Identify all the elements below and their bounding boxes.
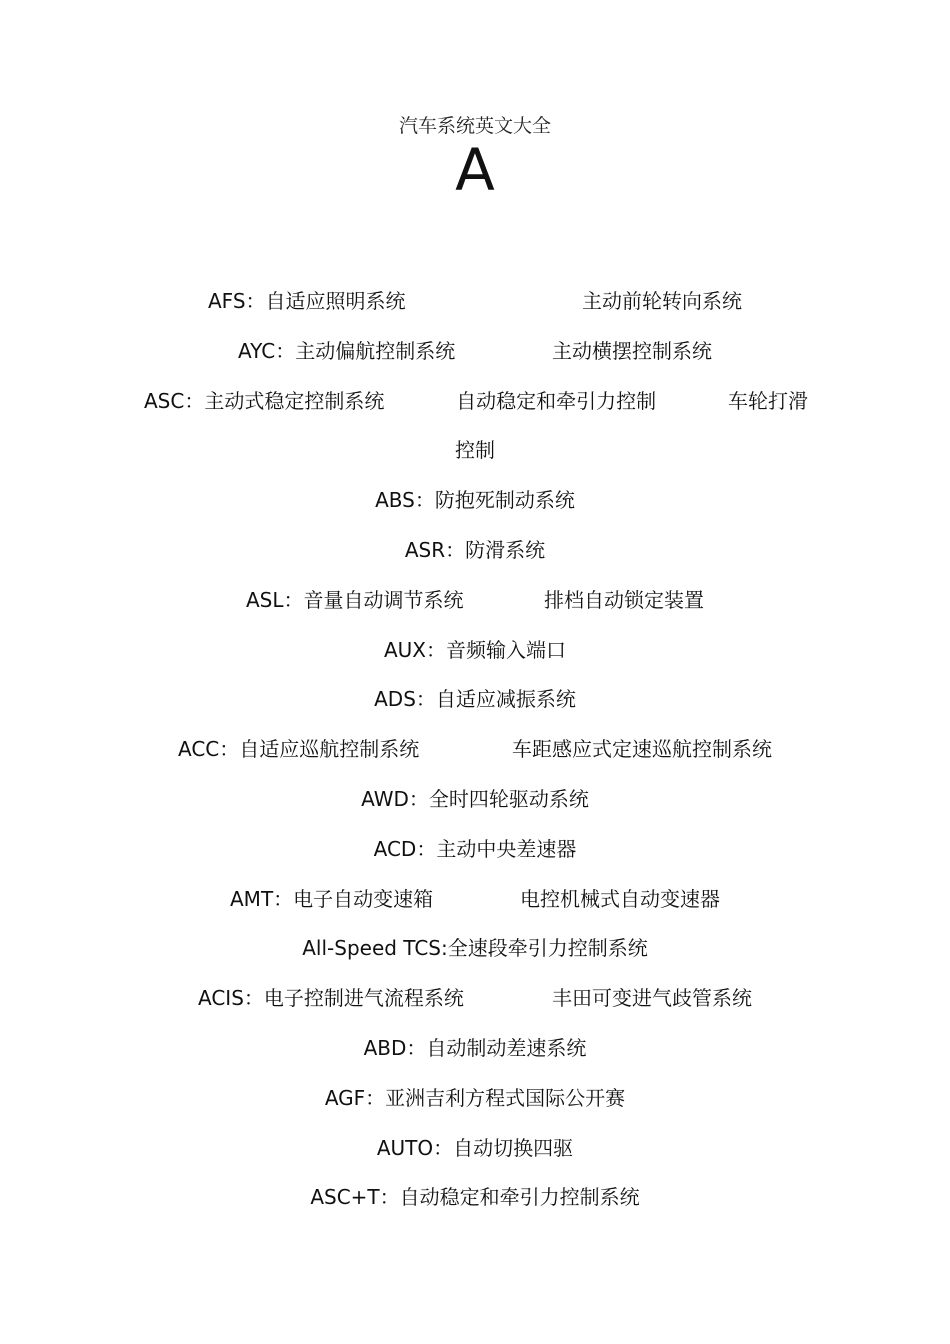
entry-alt-meaning: 车轮打滑 [728, 388, 808, 413]
entry-term: ACD：主动中央差速器 [373, 836, 577, 861]
entry-term: AYC：主动偏航控制系统 [238, 338, 456, 363]
glossary-entry-ayc [140, 327, 810, 377]
document-title: 汽车系统英文大全 [398, 115, 551, 137]
entry-alt-meaning: 丰田可变进气歧管系统 [552, 986, 752, 1011]
glossary-entry-all-speed-tcs [140, 924, 810, 974]
glossary-entry-awd [140, 775, 810, 825]
glossary-entry-agf [140, 1074, 810, 1124]
glossary-entry-asl [140, 576, 810, 626]
entry-term: ACIS：电子控制进气流程系统 [198, 986, 464, 1011]
glossary-entry-afs [140, 277, 810, 327]
entry-term: AUTO：自动切换四驱 [376, 1135, 574, 1160]
entry-alt-meaning: 车距感应式定速巡航控制系统 [512, 737, 772, 762]
glossary-entry-acis [140, 974, 810, 1024]
entry-term: ASL：音量自动调节系统 [246, 587, 464, 612]
entry-term: ASC：主动式稳定控制系统 [144, 388, 385, 413]
glossary-list [140, 277, 810, 1223]
glossary-entry-asc [140, 377, 810, 427]
entry-term: ABD：自动制动差速系统 [363, 1035, 587, 1060]
entry-term: ACC：自适应巡航控制系统 [178, 737, 420, 762]
entry-alt-meaning: 自动稳定和牵引力控制 [456, 388, 657, 413]
glossary-entry-amt [140, 875, 810, 925]
section-letter-heading: A [455, 136, 495, 204]
glossary-entry-abs [140, 476, 810, 526]
glossary-entry-auto [140, 1124, 810, 1174]
glossary-entry-ads [140, 675, 810, 725]
glossary-entry-asr [140, 526, 810, 576]
glossary-entry-asc-t [140, 1173, 810, 1223]
glossary-entry-acd [140, 825, 810, 875]
entry-term: AMT：电子自动变速箱 [230, 886, 434, 911]
entry-term: ASC+T：自动稳定和牵引力控制系统 [310, 1185, 640, 1210]
entry-alt-meaning: 主动前轮转向系统 [582, 289, 742, 313]
entry-continuation: 控制 [455, 438, 495, 463]
entry-term: All-Speed TCS:全速段牵引力控制系统 [302, 936, 648, 961]
glossary-entry-aux [140, 626, 810, 676]
entry-term: AUX：音频输入端口 [383, 637, 567, 662]
entry-term: ADS：自适应减振系统 [374, 687, 576, 712]
glossary-entry-acc [140, 725, 810, 775]
entry-term: ASR：防滑系统 [404, 537, 546, 562]
glossary-entry-abd [140, 1024, 810, 1074]
entry-term: ABS：防抱死制动系统 [375, 488, 575, 513]
entry-term: AWD：全时四轮驱动系统 [361, 786, 589, 811]
entry-term: AFS：自适应照明系统 [208, 289, 406, 313]
entry-alt-meaning: 排档自动锁定装置 [544, 587, 704, 612]
entry-alt-meaning: 电控机械式自动变速器 [520, 886, 720, 911]
glossary-entry-asc-continued [140, 426, 810, 476]
entry-alt-meaning: 主动横摆控制系统 [552, 338, 712, 363]
entry-term: AGF：亚洲吉利方程式国际公开赛 [324, 1085, 626, 1110]
